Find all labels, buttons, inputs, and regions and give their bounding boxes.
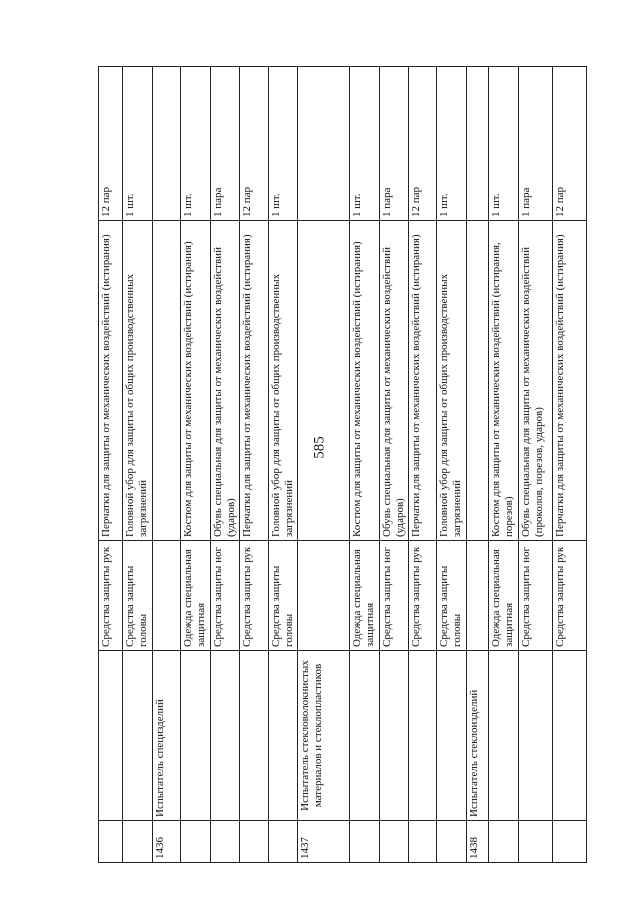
table-row [489, 67, 519, 863]
row-number [553, 821, 587, 863]
row-number [269, 821, 298, 863]
ppe-item: Перчатки для защиты от механических воздействий (истирания) [99, 221, 123, 541]
ppe-table [98, 66, 587, 863]
ppe-category: Средства защиты ног [211, 541, 240, 651]
ppe-quantity: 1 шт. [437, 67, 467, 221]
row-number: 1437 [298, 821, 350, 863]
ppe-item: Костюм для защиты от механических воздействий (истирания) [350, 221, 380, 541]
ppe-category: Средства защиты рук [240, 541, 269, 651]
table-row [181, 67, 211, 863]
profession-name [489, 651, 519, 821]
profession-name [409, 651, 437, 821]
ppe-category: Одежда специальная защитная [181, 541, 211, 651]
ppe-item: Головной убор для защиты от общих производственных загрязнений [437, 221, 467, 541]
ppe-quantity: 1 шт. [123, 67, 153, 221]
ppe-category: Средства защиты головы [437, 541, 467, 651]
profession-name [211, 651, 240, 821]
ppe-quantity: 1 шт. [269, 67, 298, 221]
row-number [519, 821, 553, 863]
ppe-item: Головной убор для защиты от общих производственных загрязнений [269, 221, 298, 541]
profession-name [350, 651, 380, 821]
table-row [467, 67, 489, 863]
ppe-item: Обувь специальная для защиты от механических воздействий (ударов) [211, 221, 240, 541]
ppe-item: Перчатки для защиты от механических воздействий (истирания) [553, 221, 587, 541]
ppe-category: Средства защиты ног [519, 541, 553, 651]
ppe-quantity: 1 шт. [489, 67, 519, 221]
table-row [553, 67, 587, 863]
ppe-category: Средства защиты головы [123, 541, 153, 651]
profession-name [181, 651, 211, 821]
row-number [489, 821, 519, 863]
ppe-item: Обувь специальная для защиты от механических воздействий (проколов, порезов, ударов) [519, 221, 553, 541]
page-number: 585 [311, 436, 328, 459]
profession-name [380, 651, 409, 821]
profession-name: Испытатель стекловолокнистых материалов и стеклопластиков [298, 651, 350, 821]
profession-name [437, 651, 467, 821]
row-number [123, 821, 153, 863]
ppe-quantity: 12 пар [553, 67, 587, 221]
ppe-quantity: 1 пара [211, 67, 240, 221]
row-number: 1436 [153, 821, 181, 863]
ppe-category: Средства защиты рук [553, 541, 587, 651]
profession-name [269, 651, 298, 821]
table-row [211, 67, 240, 863]
ppe-category [153, 541, 181, 651]
ppe-category: Средства защиты ног [380, 541, 409, 651]
ppe-quantity: 12 пар [409, 67, 437, 221]
ppe-quantity [153, 67, 181, 221]
row-number [211, 821, 240, 863]
table-row [409, 67, 437, 863]
ppe-category: Одежда специальная защитная [350, 541, 380, 651]
ppe-category [298, 541, 350, 651]
profession-name [519, 651, 553, 821]
ppe-quantity: 12 пар [240, 67, 269, 221]
ppe-item [298, 221, 350, 541]
ppe-quantity: 1 шт. [350, 67, 380, 221]
table-row [298, 67, 350, 863]
ppe-item: Перчатки для защиты от механических воздействий (истирания) [240, 221, 269, 541]
ppe-quantity: 12 пар [99, 67, 123, 221]
ppe-item: Костюм для защиты от механических воздействий (истирания) [181, 221, 211, 541]
profession-name: Испытатель специзделий [153, 651, 181, 821]
ppe-quantity [467, 67, 489, 221]
table-row [153, 67, 181, 863]
table-row [380, 67, 409, 863]
ppe-item: Обувь специальная для защиты от механических воздействий (ударов) [380, 221, 409, 541]
ppe-quantity: 1 пара [519, 67, 553, 221]
ppe-item: Головной убор для защиты от общих производственных загрязнений [123, 221, 153, 541]
profession-name: Испытатель стеклоизделий [467, 651, 489, 821]
ppe-category: Средства защиты головы [269, 541, 298, 651]
table-row [99, 67, 123, 863]
table-row [350, 67, 380, 863]
row-number [437, 821, 467, 863]
row-number: 1438 [467, 821, 489, 863]
profession-name [99, 651, 123, 821]
row-number [380, 821, 409, 863]
table-row [437, 67, 467, 863]
table-row [123, 67, 153, 863]
ppe-category: Средства защиты рук [409, 541, 437, 651]
ppe-category: Одежда специальная защитная [489, 541, 519, 651]
ppe-item [153, 221, 181, 541]
profession-name [240, 651, 269, 821]
profession-name [553, 651, 587, 821]
table-row [240, 67, 269, 863]
profession-name [123, 651, 153, 821]
ppe-quantity [298, 67, 350, 221]
row-number [350, 821, 380, 863]
row-number [409, 821, 437, 863]
ppe-item [467, 221, 489, 541]
ppe-quantity: 1 шт. [181, 67, 211, 221]
table-row [519, 67, 553, 863]
ppe-category [467, 541, 489, 651]
ppe-category: Средства защиты рук [99, 541, 123, 651]
row-number [181, 821, 211, 863]
row-number [99, 821, 123, 863]
ppe-item: Костюм для защиты от механических воздействий (истирания, порезов) [489, 221, 519, 541]
table-row [269, 67, 298, 863]
row-number [240, 821, 269, 863]
ppe-quantity: 1 пара [380, 67, 409, 221]
rotated-table-container [98, 67, 566, 863]
table-body [99, 67, 587, 863]
ppe-item: Перчатки для защиты от механических воздействий (истирания) [409, 221, 437, 541]
